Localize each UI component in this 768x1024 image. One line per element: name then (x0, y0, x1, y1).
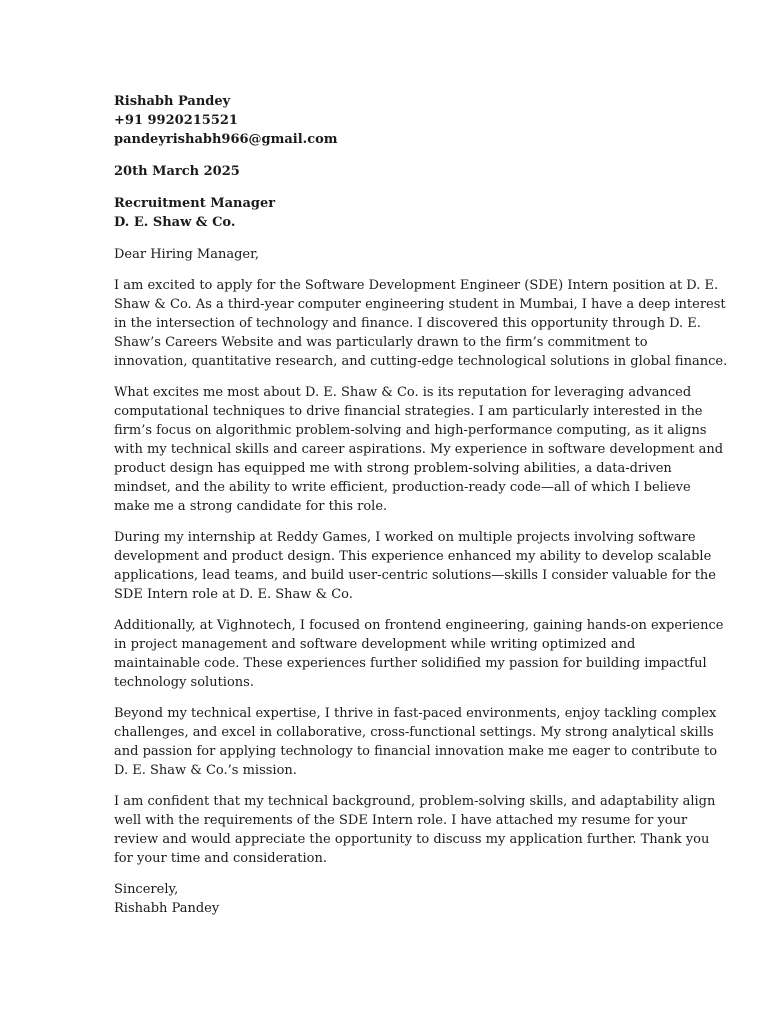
sender-email: pandeyrishabh966@gmail.com (114, 132, 338, 147)
paragraph-line: in project management and software development while writing optimized and (114, 637, 636, 652)
sender-name: Rishabh Pandey (114, 94, 231, 109)
paragraph-line: Beyond my technical expertise, I thrive in fast-paced environments, enjoy tackling complex (114, 706, 717, 721)
paragraph-line: and passion for applying technology to financial innovation make me eager to contribute to (114, 744, 718, 759)
signature-name: Rishabh Pandey (114, 901, 220, 916)
paragraph-line: in the intersection of technology and finance. I discovered this opportunity through D. E. (114, 316, 701, 331)
paragraph-line: for your time and consideration. (114, 851, 327, 866)
recipient-block (114, 194, 662, 232)
paragraph-line: mindset, and the ability to write efficient, production-ready code—all of which I believe (114, 480, 691, 495)
sender-block (114, 92, 662, 149)
paragraph-line: firm’s focus on algorithmic problem-solving and high-performance computing, as it aligns (114, 423, 707, 438)
paragraph-line: applications, lead teams, and build user-centric solutions—skills I consider valuable for the (114, 568, 716, 583)
paragraph-line: make me a strong candidate for this role. (114, 499, 388, 514)
body-paragraph-5 (114, 704, 718, 780)
paragraph-line: innovation, quantitative research, and cutting-edge technological solutions in global finance. (114, 354, 728, 369)
paragraph-line: What excites me most about D. E. Shaw & Co. is its reputation for leveraging advanced (114, 385, 692, 400)
letter-date: 20th March 2025 (114, 164, 240, 179)
date-block (114, 162, 662, 181)
paragraph-line: maintainable code. These experiences further solidified my passion for building impactful (114, 656, 707, 671)
body-paragraph-1 (114, 276, 728, 371)
closing-block (114, 880, 662, 918)
recipient-company: D. E. Shaw & Co. (114, 215, 236, 230)
valediction: Sincerely, (114, 882, 179, 897)
sender-phone: +91 9920215521 (114, 113, 238, 128)
paragraph-line: During my internship at Reddy Games, I worked on multiple projects involving software (114, 530, 696, 545)
paragraph-line: development and product design. This experience enhanced my ability to develop scalable (114, 549, 712, 564)
body-paragraph-6 (114, 792, 716, 868)
paragraph-line: with my technical skills and career aspirations. My experience in software development and (114, 442, 724, 457)
paragraph-line: Additionally, at Vighnotech, I focused on frontend engineering, gaining hands-on experience (114, 618, 724, 633)
paragraph-line: product design has equipped me with strong problem-solving abilities, a data-driven (114, 461, 672, 476)
paragraph-line: D. E. Shaw & Co.’s mission. (114, 763, 297, 778)
recipient-title: Recruitment Manager (114, 196, 276, 211)
paragraph-line: challenges, and excel in collaborative, cross-functional settings. My strong analytical skills (114, 725, 714, 740)
salutation: Dear Hiring Manager, (114, 247, 260, 262)
cover-letter (114, 92, 728, 918)
paragraph-line: Shaw & Co. As a third-year computer engineering student in Mumbai, I have a deep interest (114, 297, 726, 312)
paragraph-line: computational techniques to drive financial strategies. I am particularly interested in the (114, 404, 703, 419)
body-paragraph-4 (114, 616, 724, 692)
paragraph-line: review and would appreciate the opportunity to discuss my application further. Thank you (114, 832, 710, 847)
paragraph-line: I am excited to apply for the Software Development Engineer (SDE) Intern position at D. E. (114, 278, 719, 293)
paragraph-line: Shaw’s Careers Website and was particularly drawn to the firm’s commitment to (114, 335, 648, 350)
body-paragraph-2 (114, 383, 724, 516)
body-paragraph-3 (114, 528, 716, 604)
paragraph-line: SDE Intern role at D. E. Shaw & Co. (114, 587, 353, 602)
paragraph-line: well with the requirements of the SDE Intern role. I have attached my resume for your (114, 813, 688, 828)
paragraph-line: technology solutions. (114, 675, 254, 690)
paragraph-line: I am confident that my technical background, problem-solving skills, and adaptability align (114, 794, 716, 809)
